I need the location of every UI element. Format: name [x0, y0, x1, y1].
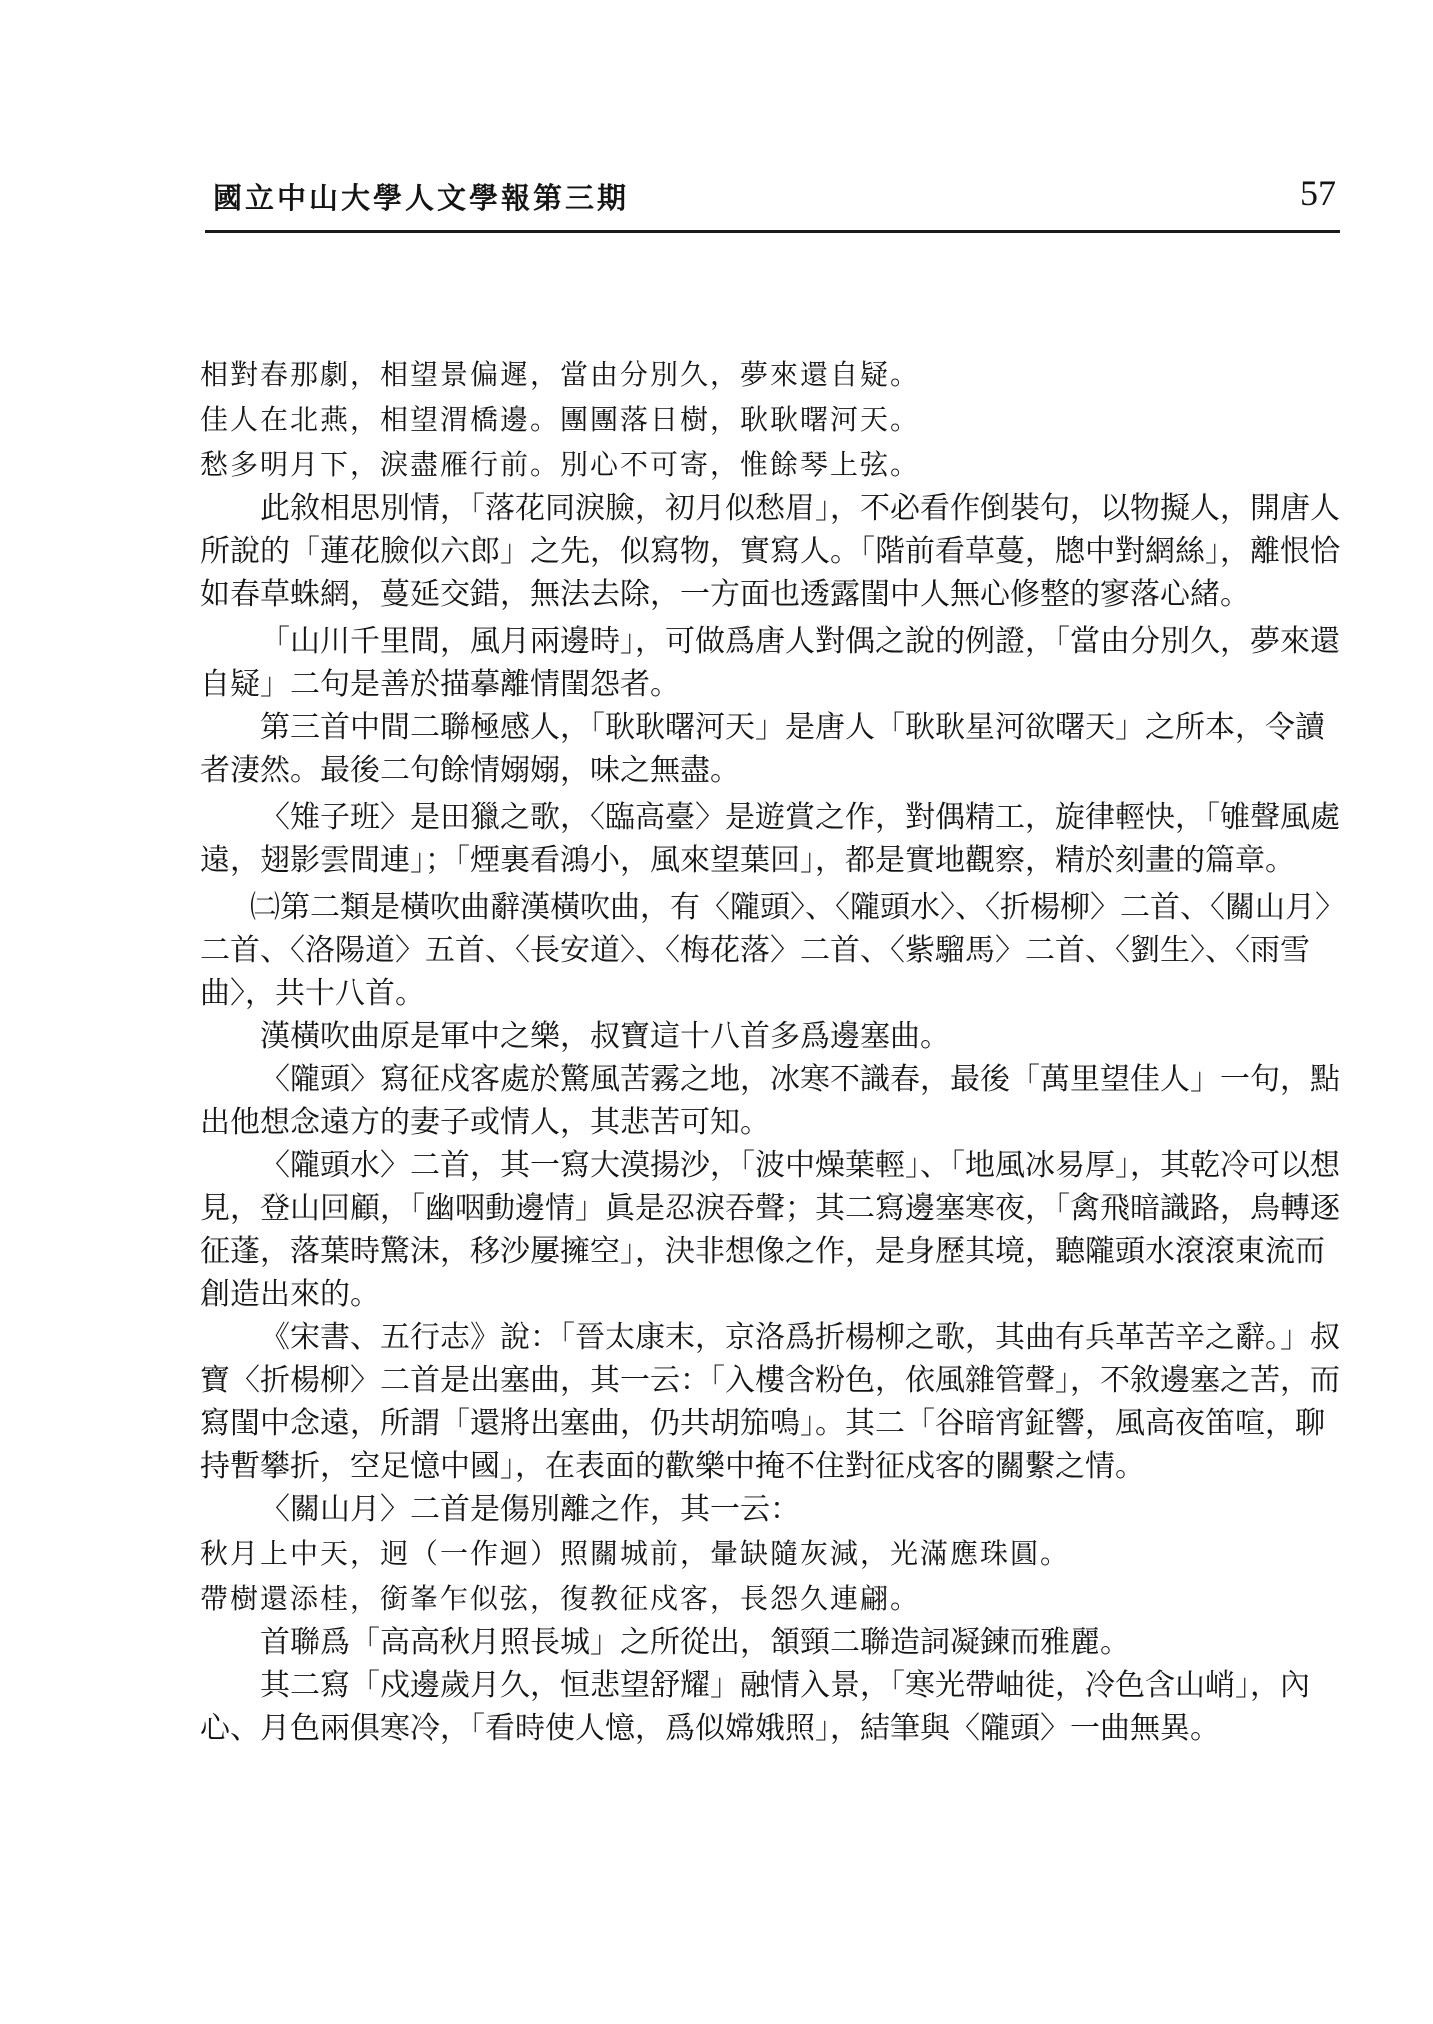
- poem-line: 帶樹還添桂，銜峯乍似弦，復教征戍客，長怨久連翩。: [200, 1582, 921, 1615]
- paragraph: 其二寫「戍邊歲月久，恒悲望舒耀」融情入景，「寒光帶岫徙，冷色含山峭」，內心、月色兩俱寒冷，「看時使人憶，爲似嫦娥照」，結筆與〈隴頭〉一曲無異。: [200, 1668, 1310, 1746]
- paragraph: 〈雉子班〉是田獵之歌，〈臨高臺〉是遊賞之作，對偶精工，旋律輕快，「雊聲風處遠，翅影雲間連」；「煙裏看鴻小，風來望葉回」，都是實地觀察，精於刻畫的篇章。: [200, 800, 1340, 878]
- paragraph: 《宋書、五行志》說：「晉太康末，京洛爲折楊柳之歌，其曲有兵革苦辛之辭。」叔寶〈折楊柳〉二首是出塞曲，其一云：「入樓含粉色，依風雜管聲」，不敘邊塞之苦，而寫閨中念遠，所謂「還將出塞曲，仍共胡笳鳴」。其二「谷暗宵鉦響，風高夜笛喧，聊持暫攀折，空足憶中國」，在表面的歡樂中掩不住對征戍客的關繫之情。: [200, 1320, 1340, 1484]
- page-header: [205, 170, 1340, 233]
- paragraph: 「山川千里間，風月兩邊時」，可做爲唐人對偶之說的例證，「當由分別久，夢來還自疑」二句是善於描摹離情閨怨者。: [200, 624, 1340, 702]
- journal-title: 國立中山大學人文學報第三期: [213, 181, 630, 215]
- paragraph: 第三首中間二聯極感人，「耿耿曙河天」是唐人「耿耿星河欲曙天」之所本，令讀者淒然。最後二句餘情嫋嫋，味之無盡。: [200, 710, 1325, 788]
- paragraph: 〈隴頭〉寫征戍客處於驚風苦霧之地，冰寒不識春，最後「萬里望佳人」一句，點出他想念遠方的妻子或情人，其悲苦可知。: [200, 1062, 1340, 1140]
- page-body: [200, 352, 1340, 1750]
- poem-line: 秋月上中天，迥（一作迴）照關城前，暈缺隨灰減，光滿應珠圓。: [200, 1537, 1071, 1570]
- paragraph: ㈡第二類是橫吹曲辭漢橫吹曲，有〈隴頭〉、〈隴頭水〉、〈折楊柳〉二首、〈關山月〉二首、〈洛陽道〉五首、〈長安道〉、〈梅花落〉二首、〈紫騮馬〉二首、〈劉生〉、〈雨雪曲〉，共十八首。: [200, 890, 1330, 1011]
- paragraph: 此敘相思別情，「落花同淚臉，初月似愁眉」，不必看作倒裝句，以物擬人，開唐人所說的「蓮花臉似六郎」之先，似寫物，實寫人。「階前看草蔓，牕中對網絲」，離恨恰如春草蛛網，蔓延交錯，無法去除，一方面也透露閨中人無心修整的寥落心緒。: [200, 491, 1340, 612]
- paragraph: 〈關山月〉二首是傷別離之作，其一云：: [260, 1492, 800, 1527]
- poem-line: 愁多明月下，淚盡雁行前。別心不可寄，惟餘琴上弦。: [200, 448, 921, 481]
- paragraph: 漢橫吹曲原是軍中之樂，叔寶這十八首多爲邊塞曲。: [260, 1019, 950, 1054]
- paragraph: 〈隴頭水〉二首，其一寫大漠揚沙，「波中燥葉輕」、「地風冰易厚」，其乾冷可以想見，登山回顧，「幽咽動邊情」眞是忍淚吞聲；其二寫邊塞寒夜，「禽飛暗識路，鳥轉逐征蓬，落葉時驚沫，移沙屢擁空」，決非想像之作，是身歷其境，聽隴頭水滾滾東流而創造出來的。: [200, 1148, 1340, 1312]
- poem-line: 相對春那劇，相望景偏遲，當由分別久，夢來還自疑。: [200, 358, 921, 391]
- page-number: 57: [1300, 173, 1336, 213]
- paragraph: 首聯爲「高高秋月照長城」之所從出，頷頸二聯造詞凝鍊而雅麗。: [260, 1625, 1130, 1660]
- poem-line: 佳人在北燕，相望渭橋邊。團團落日樹，耿耿曙河天。: [200, 403, 921, 436]
